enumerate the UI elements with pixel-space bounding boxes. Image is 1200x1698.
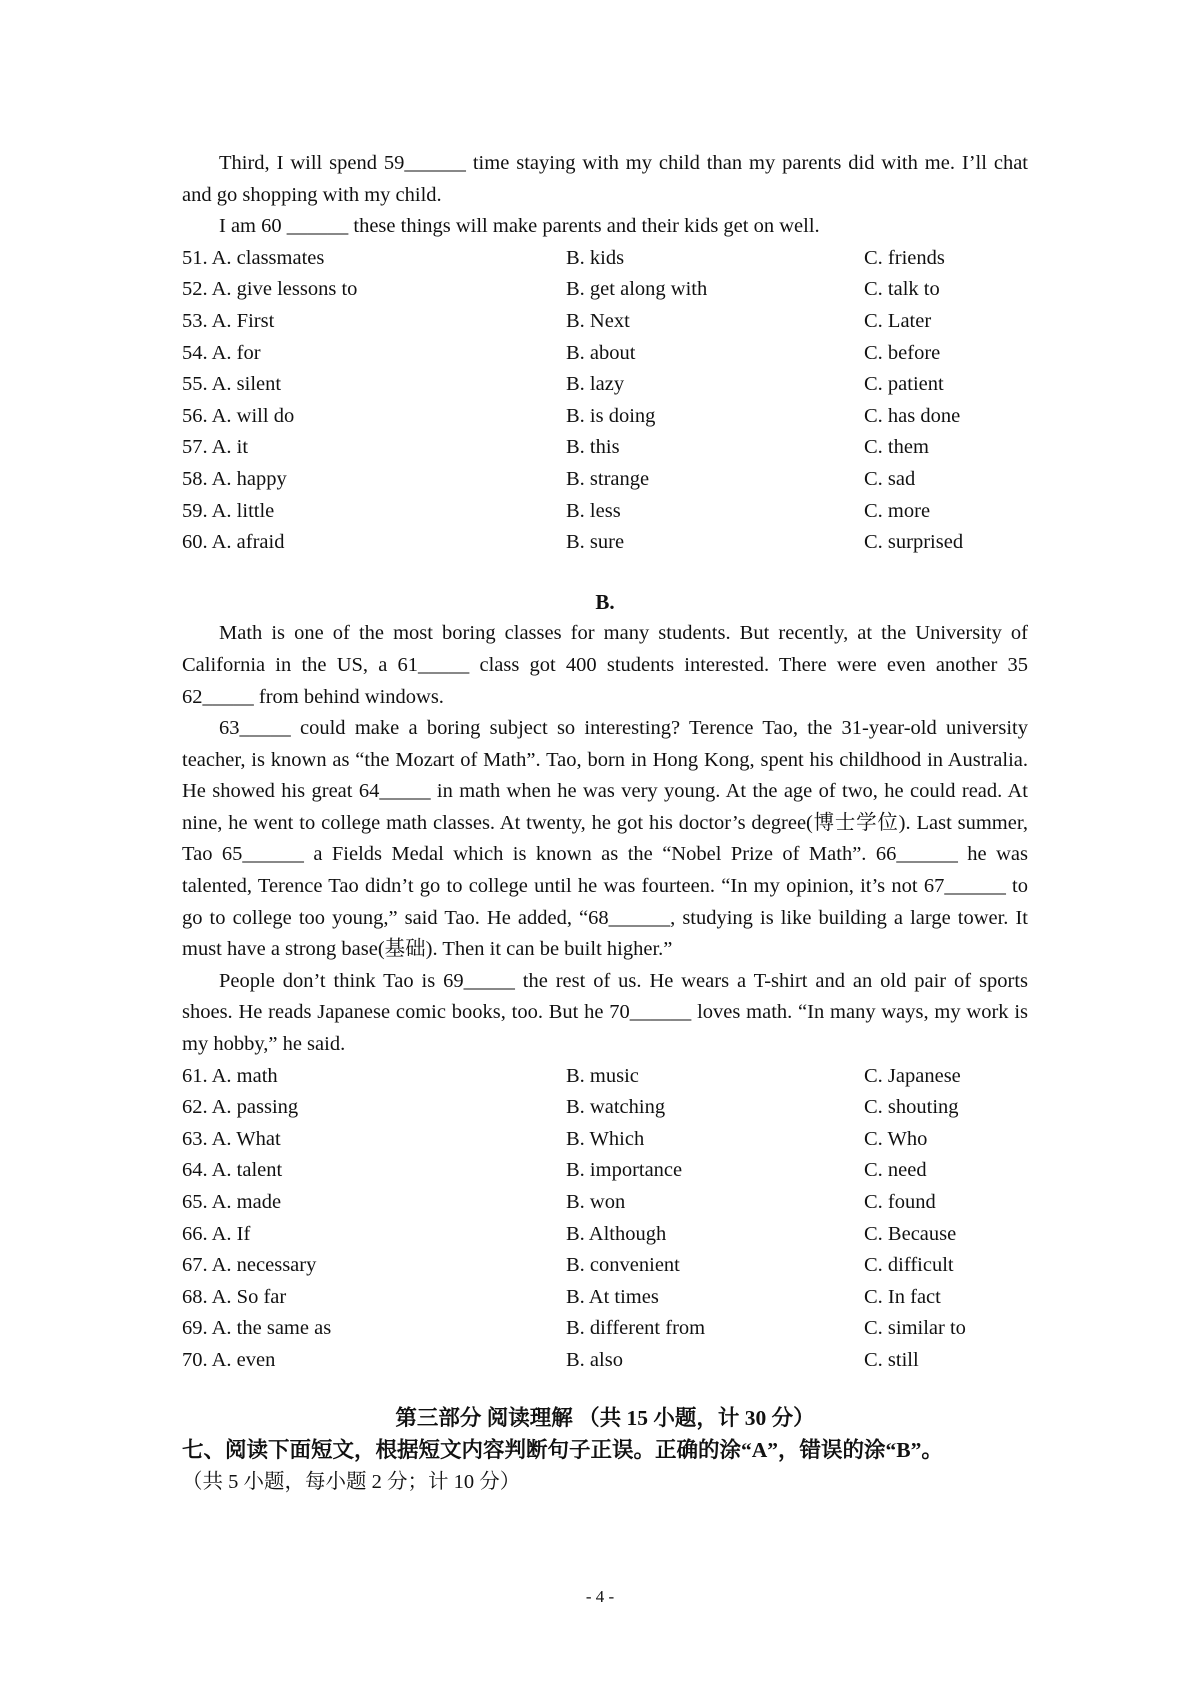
- option-b: B. importance: [566, 1159, 683, 1182]
- option-a: 59. A. little: [182, 499, 275, 522]
- option-b: B. watching: [566, 1096, 666, 1119]
- page-number: - 4 -: [585, 1587, 615, 1606]
- option-a: 61. A. math: [182, 1064, 278, 1087]
- paragraph: People don’t think Tao is 69_____ the rest of us. He wears a T-shirt and an old pair of sports shoes. He reads Japanese comic books, too. But he 70______ loves math. “In many ways, my work is my hobby,” he said.: [182, 969, 1028, 1056]
- option-a: 65. A. made: [182, 1191, 282, 1213]
- option-row: [182, 1313, 1028, 1345]
- option-b: B. get along with: [566, 278, 708, 301]
- option-b: B. At times: [566, 1285, 659, 1308]
- option-a: 60. A. afraid: [182, 531, 285, 554]
- option-c: C. Later: [864, 309, 932, 332]
- option-row: [182, 1124, 1028, 1156]
- option-a: 54. A. for: [182, 341, 261, 364]
- section-b: [182, 587, 1028, 1377]
- option-b: B. sure: [566, 531, 625, 554]
- paragraph: I am 60 ______ these things will make parents and their kids get on well.: [219, 215, 820, 238]
- option-b: B. strange: [566, 467, 650, 490]
- option-row: [182, 1219, 1028, 1251]
- option-row: [182, 274, 1028, 306]
- paragraph: Third, I will spend 59______ time staying with my child than my parents did with me. I’ll chat and go shopping with my child.: [182, 152, 1028, 206]
- option-row: [182, 1092, 1028, 1124]
- option-b: B. Next: [566, 309, 630, 332]
- option-c: C. talk to: [864, 278, 940, 301]
- option-b: B. about: [566, 341, 636, 364]
- option-a: 67. A. necessary: [182, 1254, 317, 1277]
- option-a: 58. A. happy: [182, 467, 287, 490]
- exam-page: [182, 148, 1028, 1498]
- option-c: C. shouting: [864, 1096, 959, 1119]
- option-b: B. kids: [566, 246, 625, 269]
- option-a: 55. A. silent: [182, 373, 282, 396]
- instruction-sub: （共 5 小题，每小题 2 分；计 10 分）: [182, 1470, 521, 1493]
- option-row: [182, 1250, 1028, 1282]
- option-row: [182, 369, 1028, 401]
- option-c: C. Because: [864, 1222, 957, 1245]
- option-row: [182, 401, 1028, 433]
- option-c: C. surprised: [864, 531, 964, 554]
- option-row: [182, 306, 1028, 338]
- paragraph: Math is one of the most boring classes for many students. But recently, at the University of California in the US, a 61_____ class got 400 students interested. There were even another 35 62_____ from behind windows.: [182, 622, 1028, 708]
- options-list: [182, 243, 1028, 559]
- option-row: [182, 1187, 1028, 1219]
- option-b: B. different from: [566, 1317, 706, 1340]
- option-b: B. lazy: [566, 373, 625, 396]
- option-a: 53. A. First: [182, 309, 275, 332]
- option-b: B. convenient: [566, 1254, 680, 1277]
- option-c: C. sad: [864, 467, 916, 490]
- option-b: B. won: [566, 1191, 626, 1213]
- option-c: C. similar to: [864, 1317, 966, 1340]
- option-row: [182, 496, 1028, 528]
- options-list: [182, 1061, 1028, 1377]
- option-c: C. friends: [864, 246, 945, 269]
- option-a: 66. A. If: [182, 1222, 251, 1245]
- option-c: C. found: [864, 1191, 936, 1213]
- option-a: 56. A. will do: [182, 404, 295, 427]
- option-b: B. music: [566, 1064, 639, 1087]
- section-a: [182, 148, 1028, 559]
- option-a: 62. A. passing: [182, 1096, 299, 1119]
- option-c: C. Who: [864, 1127, 928, 1150]
- option-b: B. Although: [566, 1222, 667, 1245]
- option-c: C. them: [864, 436, 929, 459]
- option-c: C. before: [864, 341, 941, 364]
- option-b: B. Which: [566, 1127, 645, 1150]
- option-c: C. patient: [864, 373, 944, 396]
- option-a: 69. A. the same as: [182, 1317, 332, 1340]
- option-b: B. is doing: [566, 404, 656, 427]
- option-a: 64. A. talent: [182, 1159, 283, 1182]
- section-heading: B.: [595, 589, 615, 614]
- option-c: C. need: [864, 1159, 927, 1182]
- option-c: C. more: [864, 499, 931, 522]
- option-c: C. difficult: [864, 1254, 954, 1277]
- option-b: B. also: [566, 1348, 623, 1371]
- option-row: [182, 464, 1028, 496]
- option-a: 68. A. So far: [182, 1285, 287, 1308]
- option-a: 63. A. What: [182, 1127, 281, 1150]
- option-row: [182, 1345, 1028, 1377]
- option-c: C. Japanese: [864, 1064, 961, 1087]
- option-row: [182, 1155, 1028, 1187]
- paragraph: 63_____ could make a boring subject so interesting? Terence Tao, the 31-year-old university teacher, is known as “the Mozart of Math”. Tao, born in Hong Kong, spent his childhood in Australia. He showed his great 64_____ in math when he was very young. At the age of two, he could read. At nine, he went to college math classes. At twenty, he got his doctor’s degree(博士学位). Last summer, Tao 65______ a Fields Medal which is known as the “Nobel Prize of Math”. 66______ he was talented, Terence Tao didn’t go to college until he was fourteen. “In my opinion, it’s not 67______ to go to college too young,” said Tao. He added, “68______, studying is like building a large tower. It must have a strong base(基础). Then it can be built higher.”: [182, 717, 1028, 961]
- option-c: C. has done: [864, 404, 961, 427]
- option-b: B. less: [566, 499, 621, 522]
- option-a: 51. A. classmates: [182, 246, 325, 269]
- option-c: C. still: [864, 1348, 919, 1371]
- option-a: 57. A. it: [182, 436, 249, 459]
- instruction: 七、阅读下面短文，根据短文内容判断句子正误。正确的涂“A”，错误的涂“B”。: [182, 1437, 943, 1462]
- option-row: [182, 432, 1028, 464]
- option-c: C. In fact: [864, 1285, 941, 1308]
- part-title: 第三部分 阅读理解 （共 15 小题，计 30 分）: [395, 1405, 815, 1430]
- option-a: 70. A. even: [182, 1348, 276, 1371]
- option-row: [182, 1061, 1028, 1093]
- option-a: 52. A. give lessons to: [182, 278, 358, 301]
- option-row: [182, 527, 1028, 559]
- option-row: [182, 338, 1028, 370]
- option-row: [182, 243, 1028, 275]
- option-row: [182, 1282, 1028, 1314]
- part-three: [182, 1402, 1028, 1498]
- option-b: B. this: [566, 436, 620, 459]
